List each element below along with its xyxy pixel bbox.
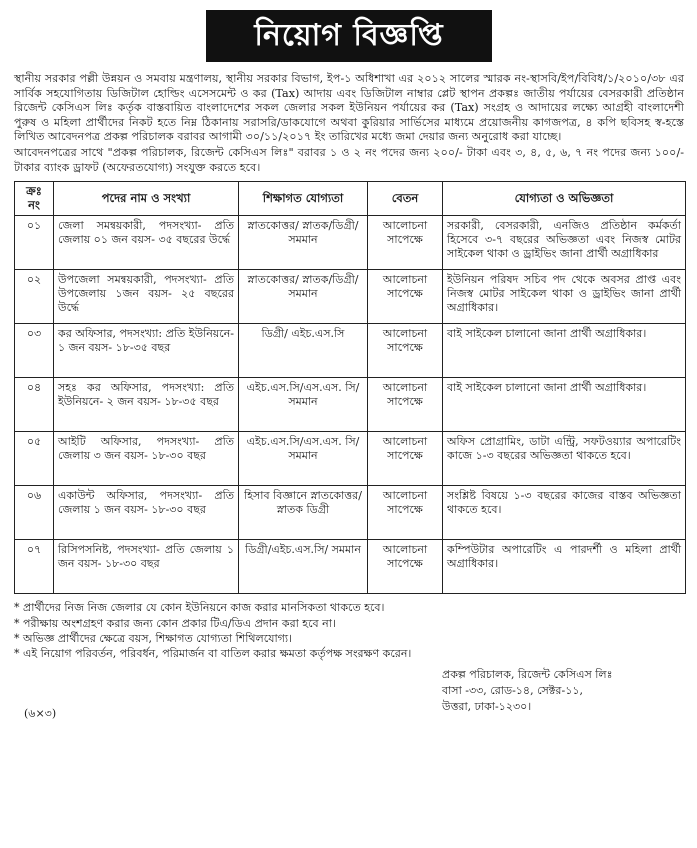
cell-experience: বাই সাইকেল চালানো জানা প্রার্থী অগ্রাধিকার। [443,378,686,432]
note-item: * অভিজ্ঞ প্রার্থীদের ক্ষেত্রে বয়স, শিক্ষাগত যোগ্যতা শিথিলযোগ্য। [14,631,292,645]
header-serial: ক্রঃ নং [15,182,54,216]
header-education: শিক্ষাগত যোগ্যতা [239,182,368,216]
cell-salary: আলোচনা সাপেক্ষে [368,378,443,432]
cell-experience: বাই সাইকেল চালানো জানা প্রার্থী অগ্রাধিকার। [443,324,686,378]
table-row [15,432,686,486]
header-experience: যোগ্যতা ও অভিজ্ঞতা [443,182,686,216]
cell-serial: ০৬ [15,486,54,540]
note-item: * পরীক্ষায় অংশগ্রহণ করার জন্য কোন প্রকার টিএ/ডিএ প্রদান করা হবে না। [14,616,336,630]
cell-experience: ইউনিয়ন পরিষদ সচিব পদ থেকে অবসর প্রাপ্ত এবং নিজস্ব মোটর সাইকেল থাকা ও ড্রাইভিং জানা প্রার্থী অগ্রাধিকার। [443,270,686,324]
cell-salary: আলোচনা সাপেক্ষে [368,270,443,324]
address-line: উত্তরা, ঢাকা-১২৩০। [442,700,532,714]
cell-post: রিসিপসনিষ্ট, পদসংখ্যা- প্রতি জেলায় ১ জন বয়স- ১৮-৩০ বছর [54,540,239,594]
cell-experience: সরকারী, বেসরকারী, এনজিও প্রতিষ্ঠান কর্মকর্তা হিসেবে ৩-৭ বছরের অভিজ্ঞতা এবং নিজস্ব মোটর সাইকেল থাকা ও ড্রাইভিং জানা প্রার্থী অগ্রাধিকার [443,216,686,270]
table-header-row [15,182,686,216]
header-salary: বেতন [368,182,443,216]
table-row [15,270,686,324]
cell-post: কর অফিসার, পদসংখ্যা: প্রতি ইউনিয়নে- ১ জন বয়স- ১৮-৩৫ বছর [54,324,239,378]
cell-serial: ০১ [15,216,54,270]
cell-salary: আলোচনা সাপেক্ষে [368,432,443,486]
table-row [15,486,686,540]
circular-title: নিয়োগ বিজ্ঞপ্তি [206,10,492,62]
note-item: * এই নিয়োগ পরিবর্তন, পরিবর্ধন, পরিমার্জন বা বাতিল করার ক্ষমতা কর্তৃপক্ষ সংরক্ষণ করেন। [14,646,412,660]
cell-education: এইচ.এস.সি/এস.এস. সি/সমমান [239,432,368,486]
cell-experience: সংশ্লিষ্ট বিষয়ে ১-৩ বছরের কাজের বাস্তব অভিজ্ঞতা থাকতে হবে। [443,486,686,540]
cell-education: স্নাতকোত্তর/ স্নাতক/ডিগ্রী/সমমান [239,270,368,324]
cell-salary: আলোচনা সাপেক্ষে [368,540,443,594]
cell-education: হিসাব বিজ্ঞানে স্নাতকোত্তর/ স্নাতক ডিগ্রী [239,486,368,540]
table-row [15,540,686,594]
cell-serial: ০২ [15,270,54,324]
ad-size-code: (৬×৩) [24,707,57,721]
cell-education: ডিগ্রী/এইচ.এস.সি/ সমমান [239,540,368,594]
cell-serial: ০৪ [15,378,54,432]
cell-serial: ০৭ [15,540,54,594]
cell-serial: ০৫ [15,432,54,486]
cell-education: এইচ.এস.সি/এস.এস. সি/সমমান [239,378,368,432]
footer [14,661,684,737]
cell-post: আইটি অফিসার, পদসংখ্যা- প্রতি জেলায় ৩ জন বয়স- ১৮-৩০ বছর [54,432,239,486]
cell-salary: আলোচনা সাপেক্ষে [368,324,443,378]
job-circular [14,10,684,737]
cell-post: সহঃ কর অফিসার, পদসংখ্যা: প্রতি ইউনিয়নে- ২ জন বয়স- ১৮-৩৫ বছর [54,378,239,432]
contact-address [442,667,612,715]
cell-education: স্নাতকোত্তর/ স্নাতক/ডিগ্রী/সমমান [239,216,368,270]
cell-education: ডিগ্রী/ এইচ.এস.সি [239,324,368,378]
table-row [15,324,686,378]
cell-post: জেলা সমন্বয়কারী, পদসংখ্যা- প্রতি জেলায় ০১ জন বয়স- ৩৫ বছরের উর্দ্ধে [54,216,239,270]
cell-experience: কম্পিউটার অপারেটিং এ পারদর্শী ও মহিলা প্রার্থী অগ্রাধিকার। [443,540,686,594]
cell-serial: ০৩ [15,324,54,378]
cell-experience: অফিস প্রোগ্রামিং, ডাটা এন্ট্রি, সফটওয়্যার অপারেটিং কাজে ১-৩ বছরের অভিজ্ঞতা থাকতে হবে। [443,432,686,486]
intro-paragraph: আবেদনপত্রের সাথে "প্রকল্প পরিচালক, রিজেন্ট কেসিএস লিঃ" বরাবর ১ ও ২ নং পদের জন্য ২০০/- টাকা এবং ৩, ৪, ৫, ৬, ৭ নং পদের জন্য ১০০/- টাকার ব্যাংক ড্রাফট (অফেরতযোগ্য) সংযুক্ত করতে হবে। [14,145,684,174]
cell-salary: আলোচনা সাপেক্ষে [368,216,443,270]
cell-post: উপজেলা সমন্বয়কারী, পদসংখ্যা- প্রতি উপজেলায় ১জন বয়স- ২৫ বছরের উর্দ্ধে [54,270,239,324]
cell-post: একাউন্ট অফিসার, পদসংখ্যা- প্রতি জেলায় ১ জন বয়স- ১৮-৩০ বছর [54,486,239,540]
address-line: বাসা -৩৩, রোড-১৪, সেক্টর-১১, [442,684,583,698]
notes-list [14,600,684,661]
intro-paragraph: স্থানীয় সরকার পল্লী উন্নয়ন ও সমবায় মন্ত্রণালয়, স্থানীয় সরকার বিভাগ, ইপ-১ অধিশাখা এর ২০১২ সালের স্মারক নং-স্থাসবি/ইপ/বিবিধ/১/২০১০/৩৮ এর সার্বিক সহযোগিতায় ডিজিটাল হোল্ডিং এসেসমেন্ট ও কর (Tax) আদায় এবং ডিজিটাল নাম্বার প্লেট স্থাপন প্রকল্পঃ জাতীয় পর্যায়ের বেসরকারী প্রতিষ্ঠান রিজেন্ট কেসিএস লিঃ কর্তৃক বাস্তবায়িত বাংলাদেশের সকল জেলার সকল ইউনিয়ন পর্যায়ের কর (Tax) সংগ্রহ ও আদায়ের লক্ষ্যে আগ্রহী বাংলাদেশী পুরুষ ও মহিলা প্রার্থীদের নিকট হতে নিম্ন ঠিকানায় সরাসরি/ডাকযোগে অথবা কুরিয়ার সার্ভিসের মাধ্যমে প্রয়োজনীয় কাগজপত্র, ৪ কপি ছবিসহ স্ব-হস্তে লিখিত আবেদনপত্র প্রকল্প পরিচালক বরাবর আগামী ৩০/১১/২০১৭ ইং তারিখের মধ্যে জমা দেয়ার জন্য অনুরোধ করা যাচ্ছে। [14,72,684,144]
cell-salary: আলোচনা সাপেক্ষে [368,486,443,540]
header-post: পদের নাম ও সংখ্যা [54,182,239,216]
address-line: প্রকল্প পরিচালক, রিজেন্ট কেসিএস লিঃ [442,668,613,682]
table-row [15,378,686,432]
posts-table [14,181,686,594]
note-item: * প্রার্থীদের নিজ নিজ জেলার যে কোন ইউনিয়নে কাজ করার মানসিকতা থাকতে হবে। [14,601,385,615]
table-row [15,216,686,270]
intro-text [14,72,684,175]
